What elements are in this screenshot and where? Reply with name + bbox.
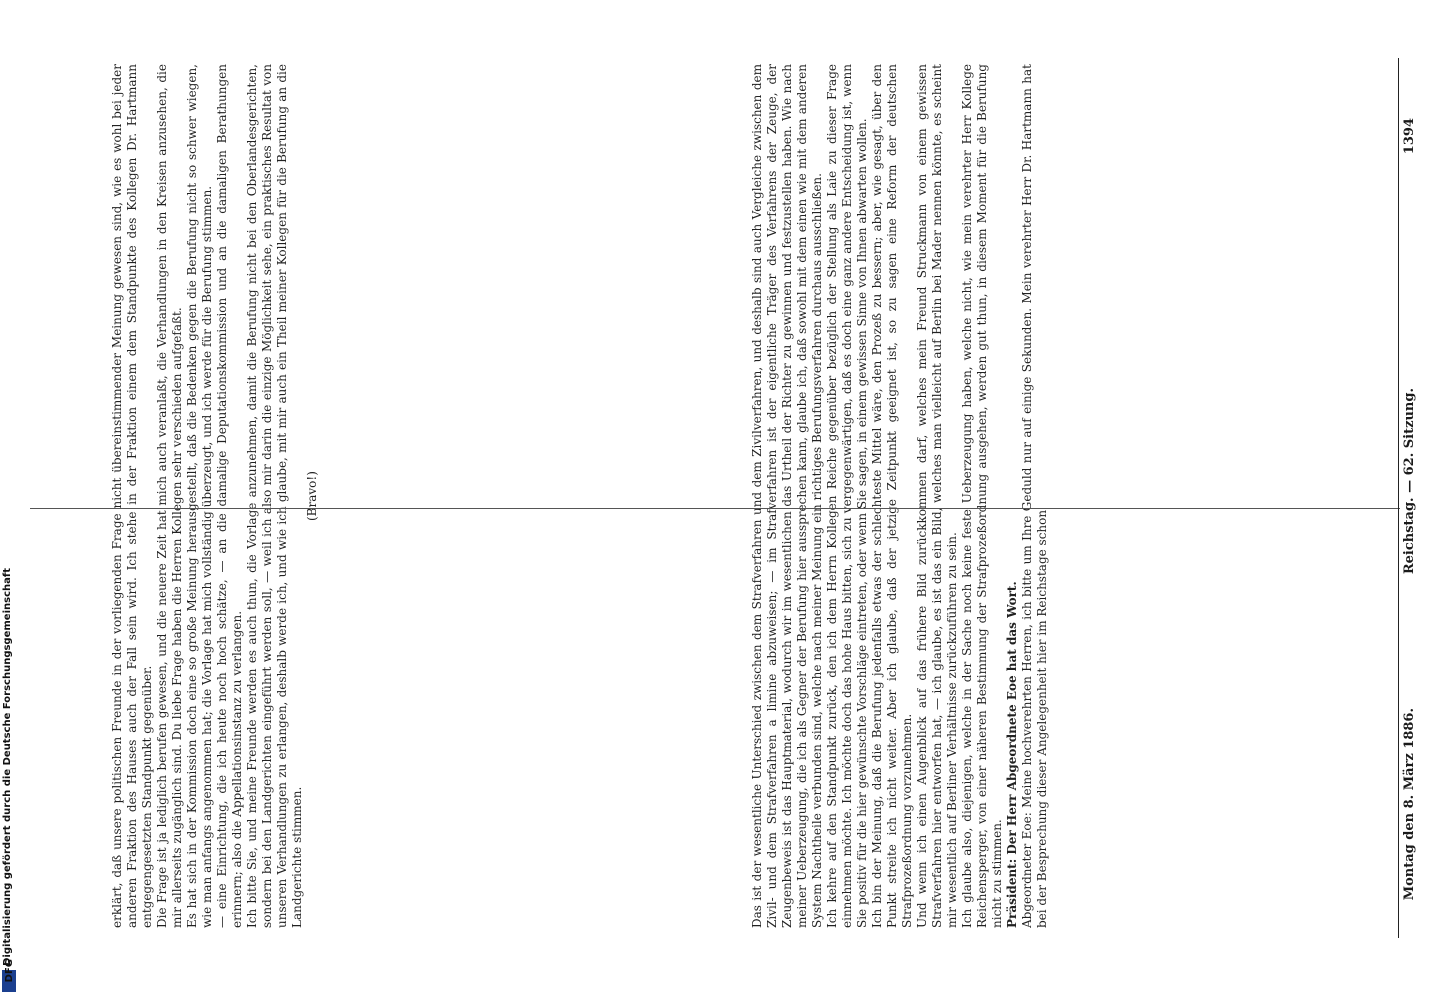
paragraph: Das ist der wesentliche Unterschied zwischen dem Strafverfahren und dem Zivilverfahren, und deshalb sind auch Vergleiche zwischen dem Zivil- und dem Strafverfahren a limine abzuweisen; — im Strafverfahren ist der eigentliche Träger des Verfahrens der Zeuge, der Zeugenbeweis ist das Hauptmaterial, wodurch wir im wesentlichen das Urtheil der Richter zu gewinnen und festzustellen haben. Wie nach meiner Ueberzeugung, die ich als Gegner der Berufung hier aussprechen kann, glaube ich, daß sowohl mit dem einen wie mit dem anderen System Nachtheile verbunden sind, welche nach meiner Meinung ein richtiges Berufungsverfahren durchaus ausschließen.: [750, 64, 824, 928]
credit-text: Digitalisierung gefördert durch die Deutsche Forschungsgemeinschaft: [2, 568, 13, 966]
digitization-credit: [0, 0, 18, 1000]
column-divider: [30, 508, 1400, 509]
speaker-line: Präsident: Der Herr Abgeordnete Eoe hat das Wort.: [1005, 581, 1019, 928]
text-columns: [110, 58, 1390, 928]
paragraph: Abgeordneter Eoe: Meine hochverehrten Herren, ich bitte um Ihre Geduld nur auf einige Sekunden. Mein verehrter Herr Dr. Hartmann hat bei der Besprechung dieser Angelegenheit hier im Reichstage schon: [1020, 64, 1049, 928]
paragraph: Ich bitte Sie, und meine Freunde werden es auch thun, die Vorlage anzunehmen, damit die Berufung nicht bei den Oberlandesgerichten, sondern bei den Landgerichten eingeführt werden soll, — weil ich also mir darin die einzige Möglichkeit sehe, ein praktisches Resultat von unseren Verhandlungen zu erlangen, deshalb werde ich, und wie ich glaube, mit mir auch ein Theil meiner Kollegen für die Berufung an die Landgerichte stimmen.: [245, 64, 304, 928]
paragraph: Und wenn ich einen Augenblick auf das frühere Bild zurückkommen darf, welches mein Freund Struckmann von einem gewissen Strafverfahren hier entworfen hat, — ich glaube, es ist das ein Bild, welches man vielleicht auf Berlin bei Mader nennen könnte, es scheint mir wesentlich auf Berliner Verhältnisse zurückzuführen zu sein.: [915, 64, 959, 928]
paragraph: Ich kehre auf den Standpunkt zurück, den ich dem Herrn Kollegen Reiche gegenüber bezüglich der Stellung als Laie zu dieser Frage einnehmen möchte. Ich möchte doch das hohe Haus bitten, sich zu vergegenwärtigen, daß es doch eine ganz andere Entscheidung ist, wenn Sie positiv für die hier gewünschte Vorschläge eintreten, oder wenn Sie sagen, in einem gewissen Sinne von Ihnen abwarten wollen.: [825, 64, 869, 928]
header-date: Montag den 8. März 1886.: [1402, 708, 1417, 901]
paragraph: Ich glaube also, diejenigen, welche in der Sache noch keine feste Ueberzeugung haben, welche nicht, wie mein verehrter Herr Kollege Reichensperger, von einer näheren Bestimmung der Strafprozeßordnung ausgehen, werden gut thun, in diesem Moment für die Berufung nicht zu stimmen.: [960, 64, 1004, 928]
header-title: Reichstag. — 62. Sitzung.: [1402, 388, 1417, 575]
page-header: [1402, 58, 1426, 938]
dfg-logo-icon: [2, 958, 16, 992]
applause-note: (Bravo!): [305, 471, 319, 521]
column-left: [750, 58, 1390, 928]
paragraph: — eine Einrichtung, die ich heute noch hoch schätze, — an die damalige Deputationskommission und an die damaligen Berathungen erinnern; also die Appellationsinstanz zu verlangen.: [215, 64, 244, 928]
paragraph: Die Frage ist ja lediglich berufen gewesen, und die neuere Zeit hat mich auch veranlaßt, die Verhandlungen in den Kreisen anzusehen, die mir allerseits zugänglich sind. Du liebe Frage haben die Herren Kollegen sehr verschieden aufgefaßt.: [155, 64, 184, 928]
paragraph: erklärt, daß unsere politischen Freunde in der vorliegenden Frage nicht übereinstimmender Meinung gewesen sind, wie es wohl bei jeder anderen Fraktion des Hauses auch der Fall sein wird. Ich stehe in der Fraktion einem dem Standpunkte des Kollegen Dr. Hartmann entgegengesetzten Standpunkt gegenüber.: [110, 64, 154, 928]
column-right: [110, 58, 740, 928]
paragraph: Es hat sich in der Kommission doch eine so große Meinung herausgestellt, daß die Bedenken gegen die Berufung nicht so schwer wiegen, wie man anfangs angenommen hat; die Vorlage hat mich vollständig überzeugt, und ich werde für die Berufung stimmen.: [185, 64, 214, 928]
dfg-logo-text: DFG: [4, 958, 15, 982]
header-rule: [1398, 58, 1399, 938]
page-number: 1394: [1402, 118, 1417, 155]
paragraph: Ich bin der Meinung, daß die Berufung jedenfalls etwas der schlechteste Mittel wäre, den Prozeß zu bessern; aber, wie gesagt, über den Punkt streite ich nicht weiter. Aber ich glaube, daß der jetzige Zeitpunkt geeignet ist, so zu sagen eine Reform der deutschen Strafprozeßordnung vorzunehmen.: [870, 64, 914, 928]
